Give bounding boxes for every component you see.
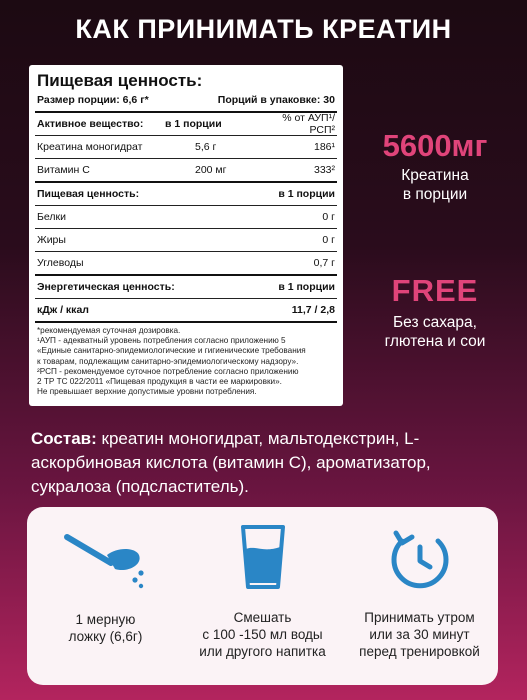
active-header-row: Активное вещество: в 1 порции % от АУП¹/РСП² — [37, 112, 335, 136]
serving-size: Размер порции: 6,6 г* — [37, 94, 149, 106]
step-mix — [184, 523, 341, 660]
active-row: Креатина моногидрат 5,6 г 186¹ — [37, 141, 335, 153]
facts-heading: Пищевая ценность: — [37, 71, 203, 90]
nutrition-row: Жиры 0 г — [37, 234, 335, 246]
nutrition-facts-panel — [29, 65, 343, 406]
nutrition-row: Углеводы 0,7 г — [37, 257, 335, 269]
nutrition-header-row: Пищевая ценность: в 1 порции — [37, 188, 335, 200]
clock-icon — [388, 527, 452, 591]
page-title: КАК ПРИНИМАТЬ КРЕАТИН — [75, 14, 452, 44]
serving-row — [35, 92, 337, 108]
composition-body: креатин моногидрат, мальтодекстрин, L-аскорбиновая кислота (витамин С), ароматизатор, сукралоза (подсластитель). — [31, 429, 431, 496]
free-caption: Без сахара, глютена и сои — [384, 314, 486, 350]
step-timing — [341, 527, 498, 660]
usage-steps-card — [27, 507, 498, 685]
energy-header-row: Энергетическая ценность: в 1 порции — [37, 281, 335, 293]
active-row: Витамин С 200 мг 333² — [37, 164, 335, 176]
creatine-dose-caption: Креатина в порции — [401, 167, 469, 203]
composition-label: Состав: — [31, 429, 97, 448]
free-badge: FREE — [391, 273, 479, 308]
glass-icon — [233, 523, 293, 591]
step-caption: Принимать утром или за 30 минут перед тренировкой — [359, 610, 480, 659]
creatine-dose-value: 5600мг — [382, 128, 488, 163]
footnotes: *рекомендуемая суточная дозировка. ¹АУП - адекватный уровень потребления согласно приложению 5 «Единые санитарно-эпидемиологические и гигиенические требования к товарам, подлежащим санитарно-эпидемиологическому надзору». ²РСП - рекомендуемое суточное потребление согласно приложению 2 ТР ТС 022/2011 «Пищевая продукция в части ее маркировки». Не превышает верхние допустимые уровни потребления. — [37, 326, 306, 397]
servings-per-pack: Порций в упаковке: 30 — [217, 94, 335, 106]
composition-text — [31, 427, 501, 499]
step-caption: Смешать с 100 -150 мл воды или другого напитка — [199, 610, 326, 659]
step-caption: 1 мерную ложку (6,6г) — [68, 612, 143, 644]
scoop-icon — [61, 529, 151, 591]
energy-row: кДж / ккал 11,7 / 2,8 — [37, 304, 335, 316]
nutrition-row: Белки 0 г — [37, 211, 335, 223]
step-scoop — [27, 529, 184, 645]
